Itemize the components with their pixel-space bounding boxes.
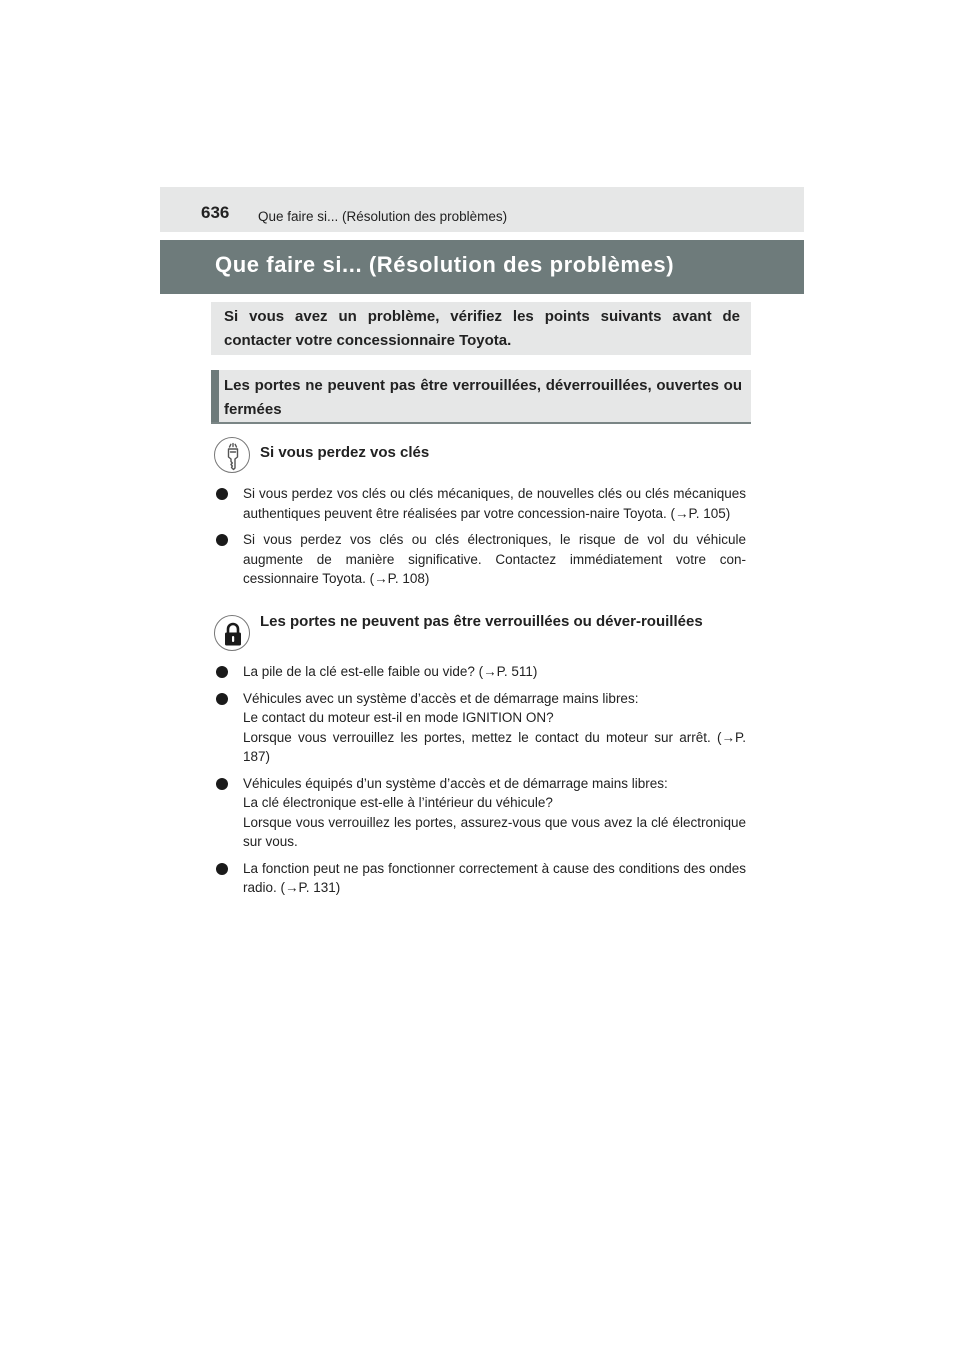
section-heading: Les portes ne peuvent pas être verrouillées, déverrouillées, ouvertes ou fermées <box>224 377 742 418</box>
page-number: 636 <box>201 203 230 222</box>
bullet-icon <box>216 863 228 875</box>
subsection-title-lost-keys: Si vous perdez vos clés <box>260 444 430 461</box>
bullet-icon <box>216 693 228 705</box>
list-item: Si vous perdez vos clés ou clés électroniques, le risque de vol du véhicule augmente de manière significative. Contactez immédiatement votre con-cessionnaire Toyota. (→P. 108) <box>214 530 746 589</box>
list-item: Véhicules équipés d’un système d’accès et de démarrage mains libres: La clé électronique est-elle à l’intérieur du véhicule? Lorsque vous verrouillez les portes, assurez-vous que vous avez la clé électronique sur vous. <box>214 774 746 852</box>
key-icon <box>214 437 250 473</box>
bullet-icon <box>216 778 228 790</box>
doors-locking-list <box>214 662 746 905</box>
page-title: Que faire si... (Résolution des problèmes) <box>215 252 675 277</box>
intro-text: Si vous avez un problème, vérifiez les points suivants avant de contacter votre concessionnaire Toyota. <box>224 308 740 349</box>
bullet-icon <box>216 488 228 500</box>
section-accent-bar <box>211 370 219 422</box>
padlock-icon <box>214 615 250 651</box>
bullet-icon <box>216 534 228 546</box>
list-item: La fonction peut ne pas fonctionner correctement à cause des conditions des ondes radio. (→P. 131) <box>214 859 746 898</box>
running-title: Que faire si... (Résolution des problèmes) <box>258 209 508 224</box>
subsection-title-doors-locking: Les portes ne peuvent pas être verrouillées ou déver-rouillées <box>260 613 703 630</box>
list-item: La pile de la clé est-elle faible ou vide? (→P. 511) <box>214 662 746 682</box>
lost-keys-list <box>214 484 746 596</box>
list-item: Si vous perdez vos clés ou clés mécaniques, de nouvelles clés ou clés mécaniques authentiques peuvent être réalisées par votre concession-naire Toyota. (→P. 105) <box>214 484 746 523</box>
list-item: Véhicules avec un système d’accès et de démarrage mains libres: Le contact du moteur est-il en mode IGNITION ON? Lorsque vous verrouillez les portes, mettez le contact du moteur sur arrêt. (→P. 187) <box>214 689 746 767</box>
bullet-icon <box>216 666 228 678</box>
